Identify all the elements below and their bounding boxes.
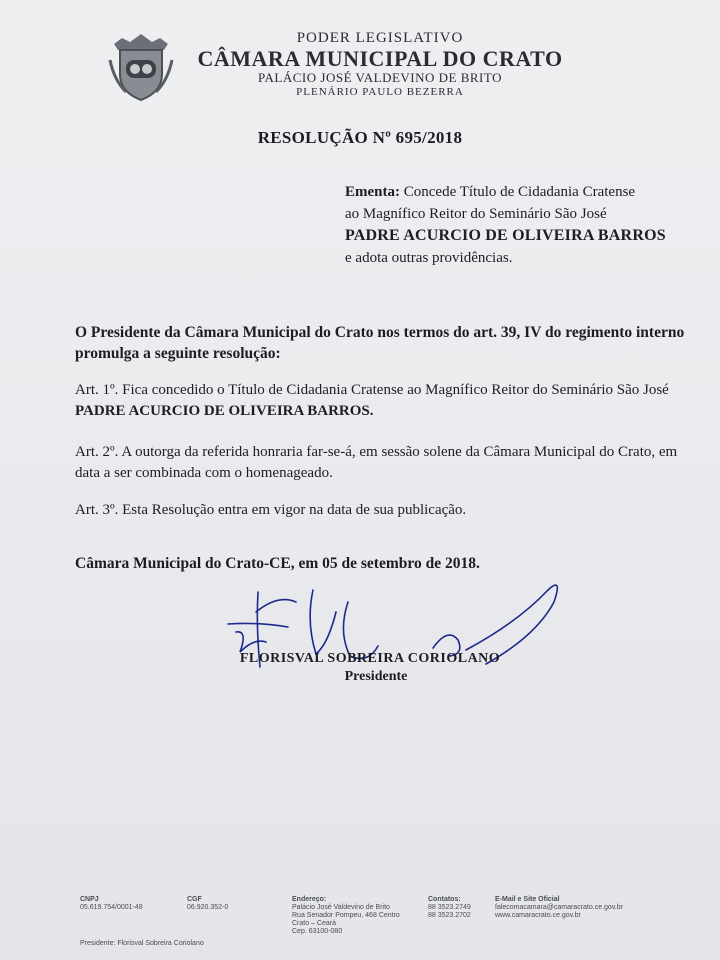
signer-name: FLORISVAL SOBREIRA CORIOLANO [239,651,501,666]
footer-address [292,896,400,936]
ementa-label: Ementa: [345,184,400,200]
ementa-line-2: ao Magnífico Reitor do Seminário São José [345,206,607,222]
article-2: Art. 2º. A outorga da referida honraria far-se-á, em sessão solene da Câmara Municipal do Crato, em data a ser combinada com o homenageado. [75,444,678,481]
footer-cgf [187,896,228,912]
signer-role: Presidente [344,669,408,684]
footer-contacts [428,896,471,920]
preamble-paragraph: O Presidente da Câmara Municipal do Crato nos termos do art. 39, IV do regimento interno promulga a seguinte resolução: [75,324,685,362]
header-palace: PALÁCIO JOSÉ VALDEVINO DE BRITO [258,70,502,85]
footer-cgf-label: CGF [187,896,202,903]
footer-cnpj-label: CNPJ [80,896,99,903]
header-authority: PODER LEGISLATIVO [296,30,464,46]
ementa-line-1 [345,181,705,203]
footer-phone-2: 88 3523.2702 [428,912,471,919]
ementa-honoree-name: PADRE ACURCIO DE OLIVEIRA BARROS [345,227,666,244]
footer-address-line-2: Rua Senador Pompeu, 468 Centro [292,912,400,919]
footer-address-label: Endereço: [292,896,327,903]
ementa-line-4: e adota outras providências. [345,250,513,266]
ementa-block [345,181,705,269]
footer-email: falecomacamara@camaracrato.ce.gov.br [495,904,623,911]
footer-cgf-value: 06.920.352-0 [187,904,229,911]
header-plenary: PLENÁRIO PAULO BEZERRA [296,86,464,98]
dateline: Câmara Municipal do Crato-CE, em 05 de setembro de 2018. [75,555,480,572]
footer-email-site [495,896,623,920]
footer-address-line-3: Crato – Ceará [292,920,336,927]
municipal-coat-of-arms-icon [106,30,176,106]
article-1 [75,380,695,422]
article-3: Art. 3º. Esta Resolução entra em vigor na data de sua publicação. [75,502,467,518]
footer-site: www.camaracrato.ce.gov.br [495,912,581,919]
footer-cnpj-value: 05.619.754/0001-48 [80,904,143,911]
footer-president-note: Presidente: Florisval Sobreira Coriolano [80,940,204,947]
footer-address-line-1: Palácio José Valdevino de Brito [292,904,390,911]
article-1-honoree: PADRE ACURCIO DE OLIVEIRA BARROS. [75,403,374,419]
footer-cnpj [80,896,143,912]
ementa-text-1: Concede Título de Cidadania Cratense [403,184,636,200]
header-chamber-name: CÂMARA MUNICIPAL DO CRATO [197,46,563,71]
footer-address-line-4: Cep. 63100-080 [292,928,343,935]
resolution-title: RESOLUÇÃO Nº 695/2018 [257,128,463,147]
article-1-text: Art. 1º. Fica concedido o Título de Cidadania Cratense ao Magnífico Reitor do Seminário São José [75,382,669,398]
footer-contacts-label: Contatos: [428,896,461,903]
footer-phone-1: 88 3523.2749 [428,904,471,911]
footer-email-label: E-Mail e Site Oficial [495,896,560,903]
